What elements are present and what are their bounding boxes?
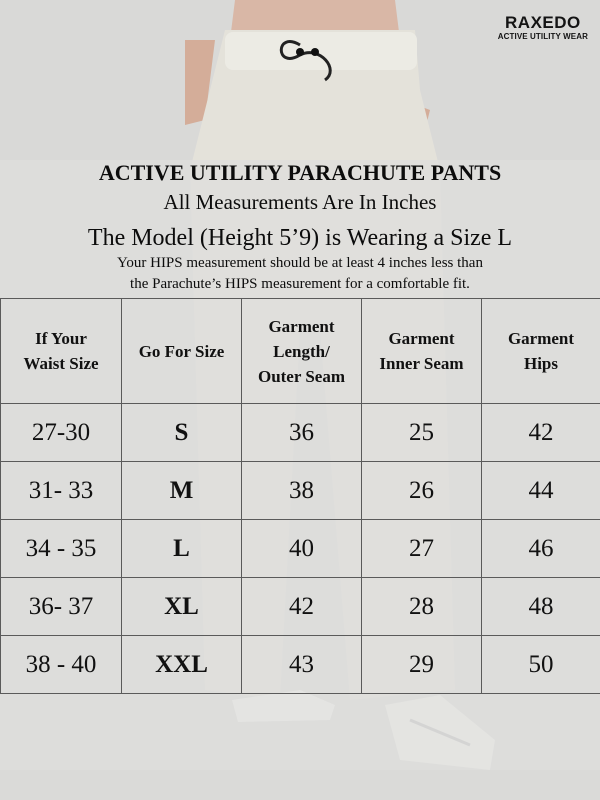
length-cell: 38: [242, 462, 362, 520]
waist-cell: 38 - 40: [1, 636, 122, 694]
units-note: All Measurements Are In Inches: [163, 190, 437, 214]
size-cell: XXL: [122, 636, 242, 694]
length-cell: 36: [242, 404, 362, 462]
size-chart-header: [0, 160, 600, 295]
inner-seam-cell: 27: [362, 520, 482, 578]
inner-seam-cell: 29: [362, 636, 482, 694]
table-row: [1, 636, 600, 694]
col-header-inner-seam: [362, 299, 482, 404]
size-chart-table: [0, 298, 600, 694]
brand-name: RAXEDO: [505, 13, 581, 32]
col-header-length: [242, 299, 362, 404]
inner-seam-cell: 26: [362, 462, 482, 520]
col-header-line: Garment: [388, 329, 455, 348]
col-header-line: Inner Seam: [379, 354, 464, 373]
hips-cell: 48: [482, 578, 600, 636]
waist-cell: 27-30: [1, 404, 122, 462]
fit-note-line2: the Parachute’s HIPS measurement for a comfortable fit.: [130, 276, 470, 292]
waist-cell: 36- 37: [1, 578, 122, 636]
col-header-line: Garment: [507, 329, 575, 348]
table-row: [1, 404, 600, 462]
waist-cell: 34 - 35: [1, 520, 122, 578]
inner-seam-cell: 25: [362, 404, 482, 462]
col-header-waist: [1, 299, 122, 404]
inner-seam-cell: 28: [362, 578, 482, 636]
table-row: [1, 520, 600, 578]
brand-tagline: ACTIVE UTILITY WEAR: [497, 32, 588, 41]
table-row: [1, 462, 600, 520]
model-note: The Model (Height 5’9) is Wearing a Size L: [87, 225, 513, 251]
hips-cell: 44: [482, 462, 600, 520]
col-header-line: Length/: [273, 341, 330, 361]
col-header-line: Go For Size: [138, 341, 225, 361]
hips-cell: 50: [482, 636, 600, 694]
col-header-hips: [482, 299, 600, 404]
col-header-line: Waist Size: [23, 354, 99, 373]
col-header-line: Hips: [523, 354, 559, 373]
waist-cell: 31- 33: [1, 462, 122, 520]
col-header-line: If Your: [35, 329, 87, 348]
hips-cell: 46: [482, 520, 600, 578]
col-header-line: Garment: [268, 316, 335, 336]
table-row: [1, 578, 600, 636]
length-cell: 40: [242, 520, 362, 578]
length-cell: 43: [242, 636, 362, 694]
size-cell: L: [122, 520, 242, 578]
fit-note-line1: Your HIPS measurement should be at least 4 inches less than: [117, 255, 483, 271]
size-cell: S: [122, 404, 242, 462]
hips-cell: 42: [482, 404, 600, 462]
brand-logo: [498, 14, 588, 41]
page-title: ACTIVE UTILITY PARACHUTE PANTS: [98, 160, 502, 185]
col-header-line: Outer Seam: [257, 366, 346, 386]
col-header-size: [122, 299, 242, 404]
size-cell: XL: [122, 578, 242, 636]
size-cell: M: [122, 462, 242, 520]
table-header-row: [1, 299, 600, 404]
length-cell: 42: [242, 578, 362, 636]
